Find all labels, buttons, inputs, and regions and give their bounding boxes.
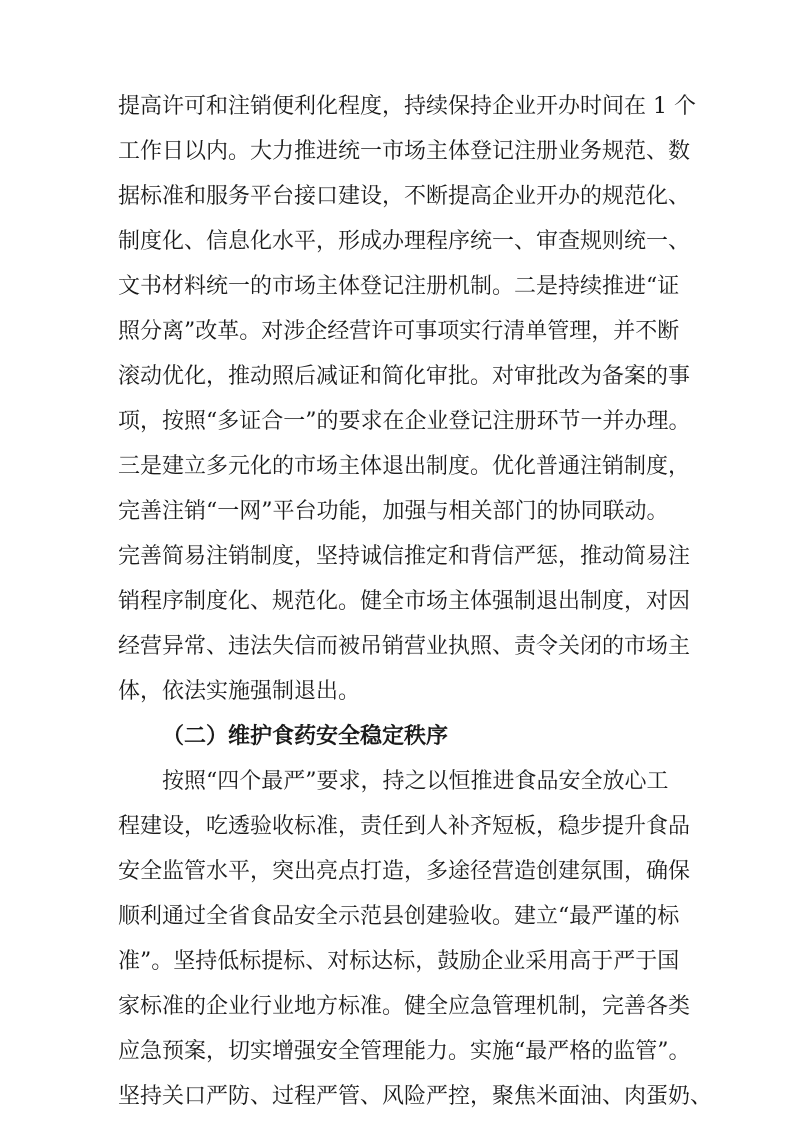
body-text-line: 安全监管水平，突出亮点打造，多途径营造创建氛围，确保 bbox=[118, 859, 691, 884]
body-text-line: 提高许可和注销便利化程度，持续保持企业开办时间在 1 个 bbox=[118, 94, 696, 119]
body-text-line: 完善注销“一网”平台功能，加强与相关部门的协同联动。 bbox=[118, 499, 669, 524]
body-text-line: 应急预案，切实增强安全管理能力。实施“最严格的监管”。 bbox=[118, 1039, 691, 1064]
section-heading: （二）维护食药安全稳定秩序 bbox=[162, 724, 449, 749]
body-text-line: 坚持关口严防、过程严管、风险严控，聚焦米面油、肉蛋奶、 bbox=[118, 1084, 713, 1109]
body-text-line: 家标准的企业行业地方标准。健全应急管理机制，完善各类 bbox=[118, 994, 691, 1019]
body-text-line: 文书材料统一的市场主体登记注册机制。二是持续推进“证 bbox=[118, 274, 680, 299]
body-text-line: 按照“四个最严”要求，持之以恒推进食品安全放心工 bbox=[162, 769, 669, 794]
body-text-line: 工作日以内。大力推进统一市场主体登记注册业务规范、数 bbox=[118, 139, 691, 164]
body-text-line: 销程序制度化、规范化。健全市场主体强制退出制度，对因 bbox=[118, 589, 691, 614]
body-text-line: 照分离”改革。对涉企经营许可事项实行清单管理，并不断 bbox=[118, 319, 680, 344]
body-text-line: 三是建立多元化的市场主体退出制度。优化普通注销制度， bbox=[118, 454, 691, 479]
body-text-line: 制度化、信息化水平，形成办理程序统一、审查规则统一、 bbox=[118, 229, 691, 254]
body-text-line: 程建设，吃透验收标准，责任到人补齐短板，稳步提升食品 bbox=[118, 814, 691, 839]
body-text-line: 据标准和服务平台接口建设，不断提高企业开办的规范化、 bbox=[118, 184, 691, 209]
body-text-line: 经营异常、违法失信而被吊销营业执照、责令关闭的市场主 bbox=[118, 634, 691, 659]
body-text-line: 项，按照“多证合一”的要求在企业登记注册环节一并办理。 bbox=[118, 409, 691, 434]
body-text-line: 完善简易注销制度，坚持诚信推定和背信严惩，推动简易注 bbox=[118, 544, 691, 569]
body-text-line: 体，依法实施强制退出。 bbox=[118, 679, 361, 704]
body-text-line: 滚动优化，推动照后减证和简化审批。对审批改为备案的事 bbox=[118, 364, 691, 389]
body-text-line: 顺利通过全省食品安全示范县创建验收。建立“最严谨的标 bbox=[118, 904, 680, 929]
body-text-line: 准”。坚持低标提标、对标达标，鼓励企业采用高于严于国 bbox=[118, 949, 680, 974]
